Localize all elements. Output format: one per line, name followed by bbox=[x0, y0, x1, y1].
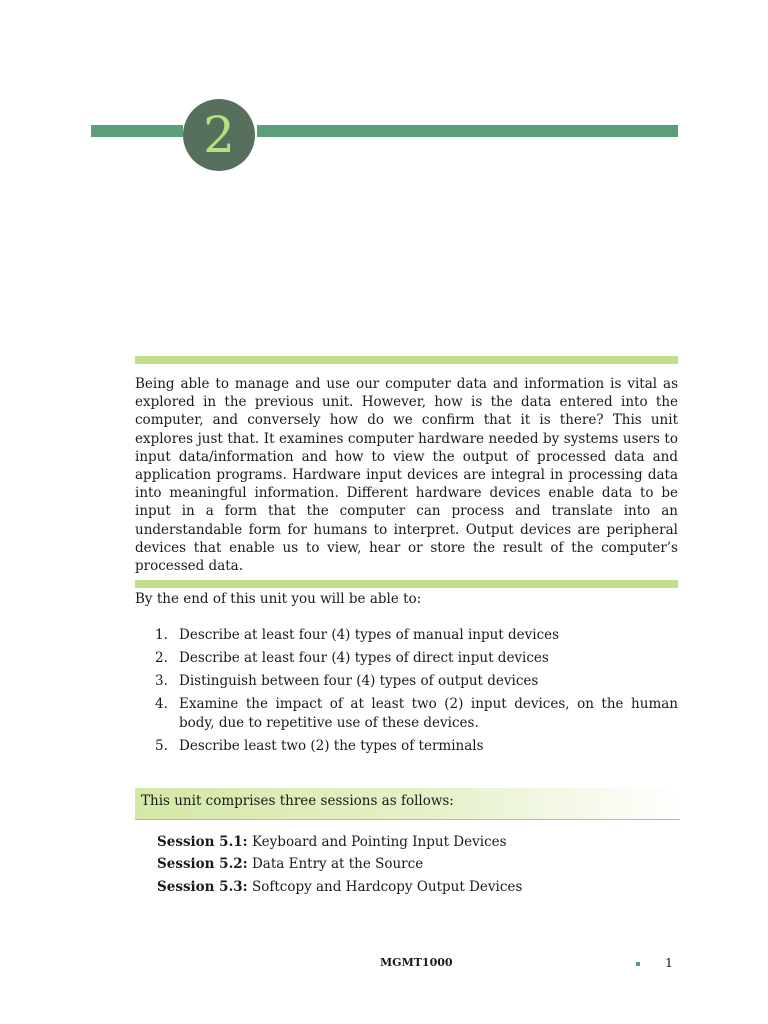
objective-number: 1. bbox=[155, 627, 168, 643]
sessions-title: This unit comprises three sessions as follows: bbox=[141, 793, 454, 809]
sessions-header-box bbox=[135, 788, 680, 820]
session-item bbox=[157, 831, 522, 853]
objective-number: 2. bbox=[155, 650, 168, 666]
objective-text: Examine the impact of at least two (2) input devices, on the human body, due to repetitive use of these devices. bbox=[179, 696, 678, 731]
footer-course-code: MGMT1000 bbox=[380, 956, 453, 969]
objective-item bbox=[135, 672, 678, 691]
objective-number: 3. bbox=[155, 673, 168, 689]
chapter-header-bar-left bbox=[91, 125, 183, 137]
session-title: Softcopy and Hardcopy Output Devices bbox=[247, 878, 523, 895]
session-label: Session 5.2: bbox=[157, 856, 248, 873]
objective-text: Describe at least four (4) types of direct input devices bbox=[179, 650, 549, 666]
objectives-list bbox=[135, 626, 678, 760]
chapter-header-bar-right bbox=[257, 125, 678, 137]
session-item bbox=[157, 876, 522, 898]
chapter-number-badge: 2 bbox=[183, 99, 255, 171]
session-title: Data Entry at the Source bbox=[247, 856, 424, 873]
objective-text: Distinguish between four (4) types of output devices bbox=[179, 673, 539, 689]
intro-divider bbox=[135, 356, 678, 364]
objective-item bbox=[135, 695, 678, 732]
objectives-divider bbox=[135, 580, 678, 588]
footer-bullet bbox=[636, 962, 640, 966]
session-item bbox=[157, 853, 522, 875]
sessions-list bbox=[157, 831, 522, 898]
objective-text: Describe least two (2) the types of terminals bbox=[179, 737, 484, 754]
session-label: Session 5.1: bbox=[157, 834, 248, 850]
session-title: Keyboard and Pointing Input Devices bbox=[247, 834, 507, 850]
objective-text: Describe at least four (4) types of manual input devices bbox=[179, 627, 560, 643]
objective-item bbox=[135, 649, 678, 668]
session-label: Session 5.3: bbox=[157, 878, 248, 895]
intro-paragraph: Being able to manage and use our computer data and information is vital as explored in the previous unit. However, how is the data entered into the computer, and conversely how do we confirm that it is there? This unit explores just that. It examines computer hardware needed by systems users to input data/information and how to view the output of processed data and application programs. Hardware input devices are integral in processing data into meaningful information. Different hardware devices enable data to be input in a form that the computer can process and translate into an understandable form for humans to interpret. Output devices are peripheral devices that enable us to view, hear or store the result of the computer’s processed data. bbox=[135, 376, 678, 575]
objective-item bbox=[135, 737, 678, 756]
objectives-lead: By the end of this unit you will be able to: bbox=[135, 591, 422, 607]
objective-number: 4. bbox=[155, 696, 168, 712]
objective-item bbox=[135, 626, 678, 645]
objective-number: 5. bbox=[155, 737, 168, 754]
page-number: 1 bbox=[665, 955, 673, 970]
